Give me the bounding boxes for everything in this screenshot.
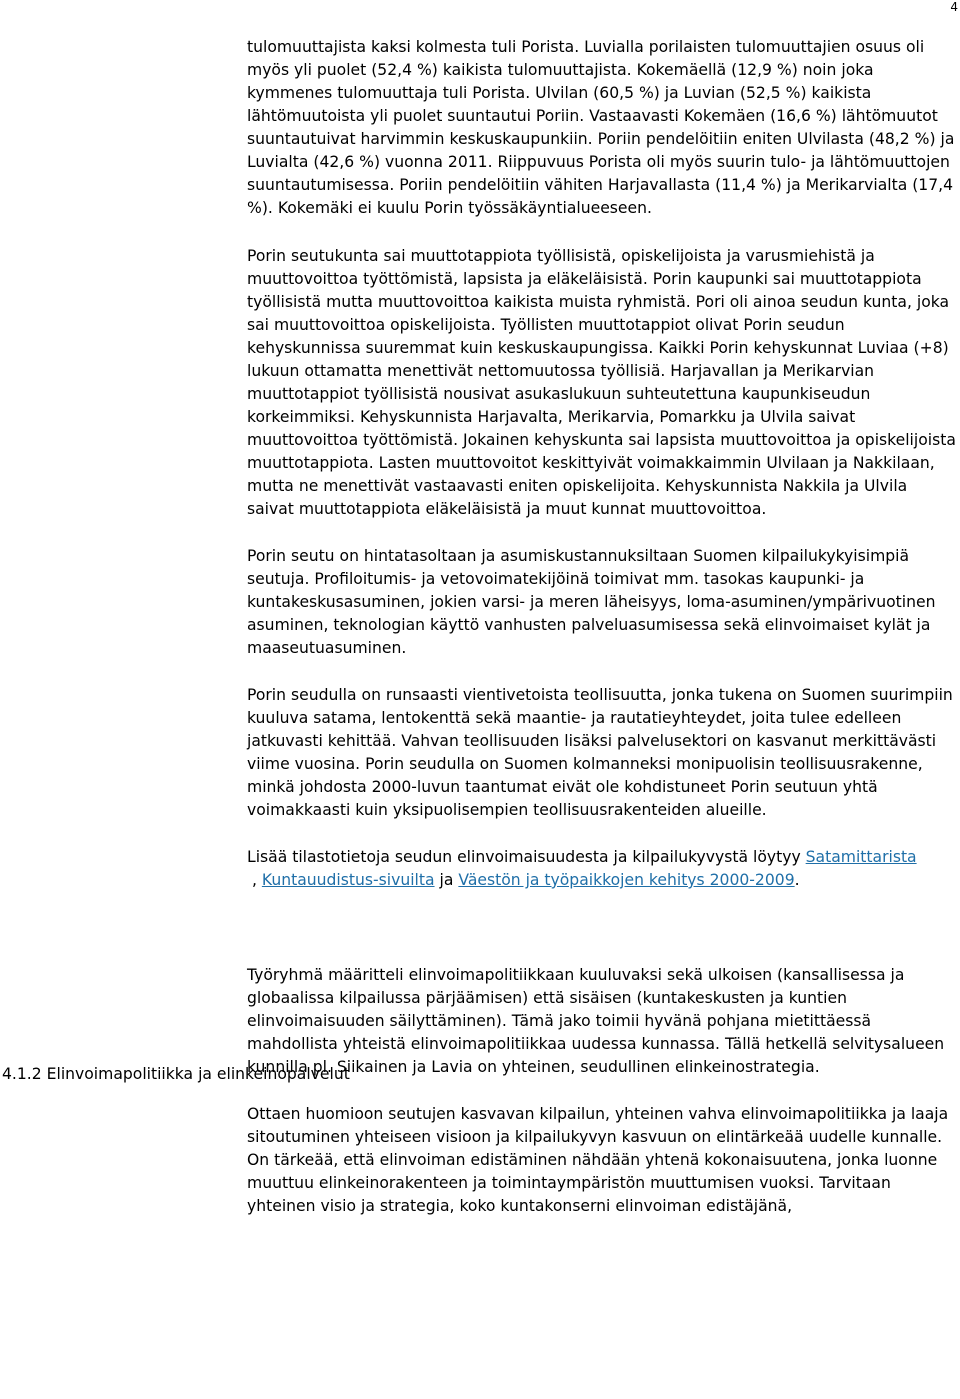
link-kuntauudistus[interactable]: Kuntauudistus-sivuilta bbox=[261, 871, 435, 889]
paragraph-industry: Porin seudulla on runsaasti vientivetoista teollisuutta, jonka tukena on Suomen suurimpiin kuuluva satama, lentokenttä sekä maantie- ja rautatieyhteydet, joita tulee edelleen jatkuvasti kehittää. Vahvan teollisuuden lisäksi palvelusektori on kasvanut merkittävästi viime vuosina. Porin seudulla on Suomen kolmanneksi monipuolisin teollisuusrakenne, minkä johdosta 2000-luvun taantumat eivät ole kohdistuneet Porin seutuun yhtä voimakkaasti kuin yksipuolisempien teollisuusrakenteiden alueille. bbox=[247, 686, 953, 819]
links-intro: Lisää tilastotietoja seudun elinvoimaisuudesta ja kilpailukyvystä löytyy bbox=[247, 848, 801, 866]
page-number: 4 bbox=[950, 0, 958, 14]
paragraph-statistics-links bbox=[247, 846, 959, 892]
paragraph-vitality-policy: Työryhmä määritteli elinvoimapolitiikkaan kuuluvaksi sekä ulkoisen (kansallisessa ja globaalissa kilpailussa pärjäämisen) että sisäisen (kuntakeskusten ja kuntien elinvoimaisuuden säilyttäminen). Tämä jako toimii hyvänä pohjana mietittäessä mahdollista yhteistä elinvoimapolitiikkaa uudessa kunnassa. Tällä hetkellä selvitysalueen kunnilla pl. Siikainen ja Lavia on yhteinen, seudullinen elinkeinostrategia. bbox=[247, 966, 945, 1076]
links-end: . bbox=[794, 871, 800, 889]
paragraph-shared-vision: Ottaen huomioon seutujen kasvavan kilpailun, yhteinen vahva elinvoimapolitiikka ja laaja sitoutuminen yhteiseen visioon ja kilpailukyvyn kasvuun on elintärkeää uudelle kunnalle. On tärkeää, että elinvoiman edistäminen nähdään yhtenä kokonaisuutena, jonka luonne muuttuu elinkeinorakenteen ja toimintaympäristön muuttumisen vuoksi. Tarvitaan yhteinen visio ja strategia, koko kuntakonserni elinvoiman edistäjänä, bbox=[247, 1105, 949, 1215]
body-column bbox=[247, 36, 959, 1242]
link-vaeston-kehitys[interactable]: Väestön ja työpaikkojen kehitys 2000-2009 bbox=[458, 871, 795, 889]
links-separator-2: ja bbox=[434, 871, 459, 889]
links-separator-1: , bbox=[247, 871, 262, 889]
paragraph-migration-groups: Porin seutukunta sai muuttotappiota työllisistä, opiskelijoista ja varusmiehistä ja muuttovoittoa työttömistä, lapsista ja eläkeläisistä. Porin kaupunki sai muuttotappiota työllisistä mutta muuttovoittoa kaikista muista ryhmistä. Pori oli ainoa seudun kunta, joka sai muuttovoittoa opiskelijoista. Työllisten muuttotappiot olivat Porin seudun kehyskunnissa suuremmat kuin keskuskaupungissa. Kaikki Porin kehyskunnat Luviaa (+8) lukuun ottamatta menettivät nettomuutossa työllisiä. Harjavallan ja Merikarvian muuttotappiot työllisistä nousivat asukaslukuun suhteutettuna kaupunkiseudun korkeimmiksi. Kehyskunnista Harjavalta, Merikarvia, Pomarkku ja Ulvila saivat muuttovoittoa työttömistä. Jokainen kehyskunta sai lapsista muuttovoittoa ja opiskelijoista muuttotappiota. Lasten muuttovoitot keskittyivät voimakkaimmin Ulvilaan ja Nakkilaan, mutta ne menettivät vastaavasti eniten opiskelijoita. Kehyskunnista Nakkila ja Ulvila saivat muuttotappiota eläkeläisistä ja muut kunnat muuttovoittoa. bbox=[247, 247, 956, 518]
paragraph-competitiveness: Porin seutu on hintatasoltaan ja asumiskustannuksiltaan Suomen kilpailukykyisimpiä seutuja. Profiloitumis- ja vetovoimatekijöinä toimivat mm. tasokas kaupunki- ja kuntakeskusasuminen, jokien varsi- ja meren läheisyys, loma-asuminen/ympärivuotinen asuminen, teknologian käyttö vanhusten palveluasumisessa sekä elinvoimaiset kylät ja maaseutuasuminen. bbox=[247, 547, 936, 657]
section-heading: 4.1.2 Elinvoimapolitiikka ja elinkeinopalvelut bbox=[2, 1065, 350, 1083]
paragraph-migration-flows: tulomuuttajista kaksi kolmesta tuli Porista. Luvialla porilaisten tulomuuttajien osuus oli myös yli puolet (52,4 %) kaikista tulomuuttajista. Kokemäellä (12,9 %) noin joka kymmenes tulomuuttaja tuli Porista. Ulvilan (60,5 %) ja Luvian (52,5 %) kaikista lähtömuutoista yli puolet suuntautui Poriin. Vastaavasti Kokemäen (16,6 %) lähtömuutot suuntautuivat harvimmin keskuskaupunkiin. Poriin pendelöitiin eniten Ulvilasta (48,2 %) ja Luvialta (42,6 %) vuonna 2011. Riippuvuus Porista oli myös suurin tulo- ja lähtömuuttojen suuntautumisessa. Poriin pendelöitiin vähiten Harjavallasta (11,4 %) ja Merikarvialta (17,4 %). Kokemäki ei kuulu Porin työssäkäyntialueeseen. bbox=[247, 38, 955, 217]
link-satamittari[interactable]: Satamittarista bbox=[805, 848, 917, 866]
